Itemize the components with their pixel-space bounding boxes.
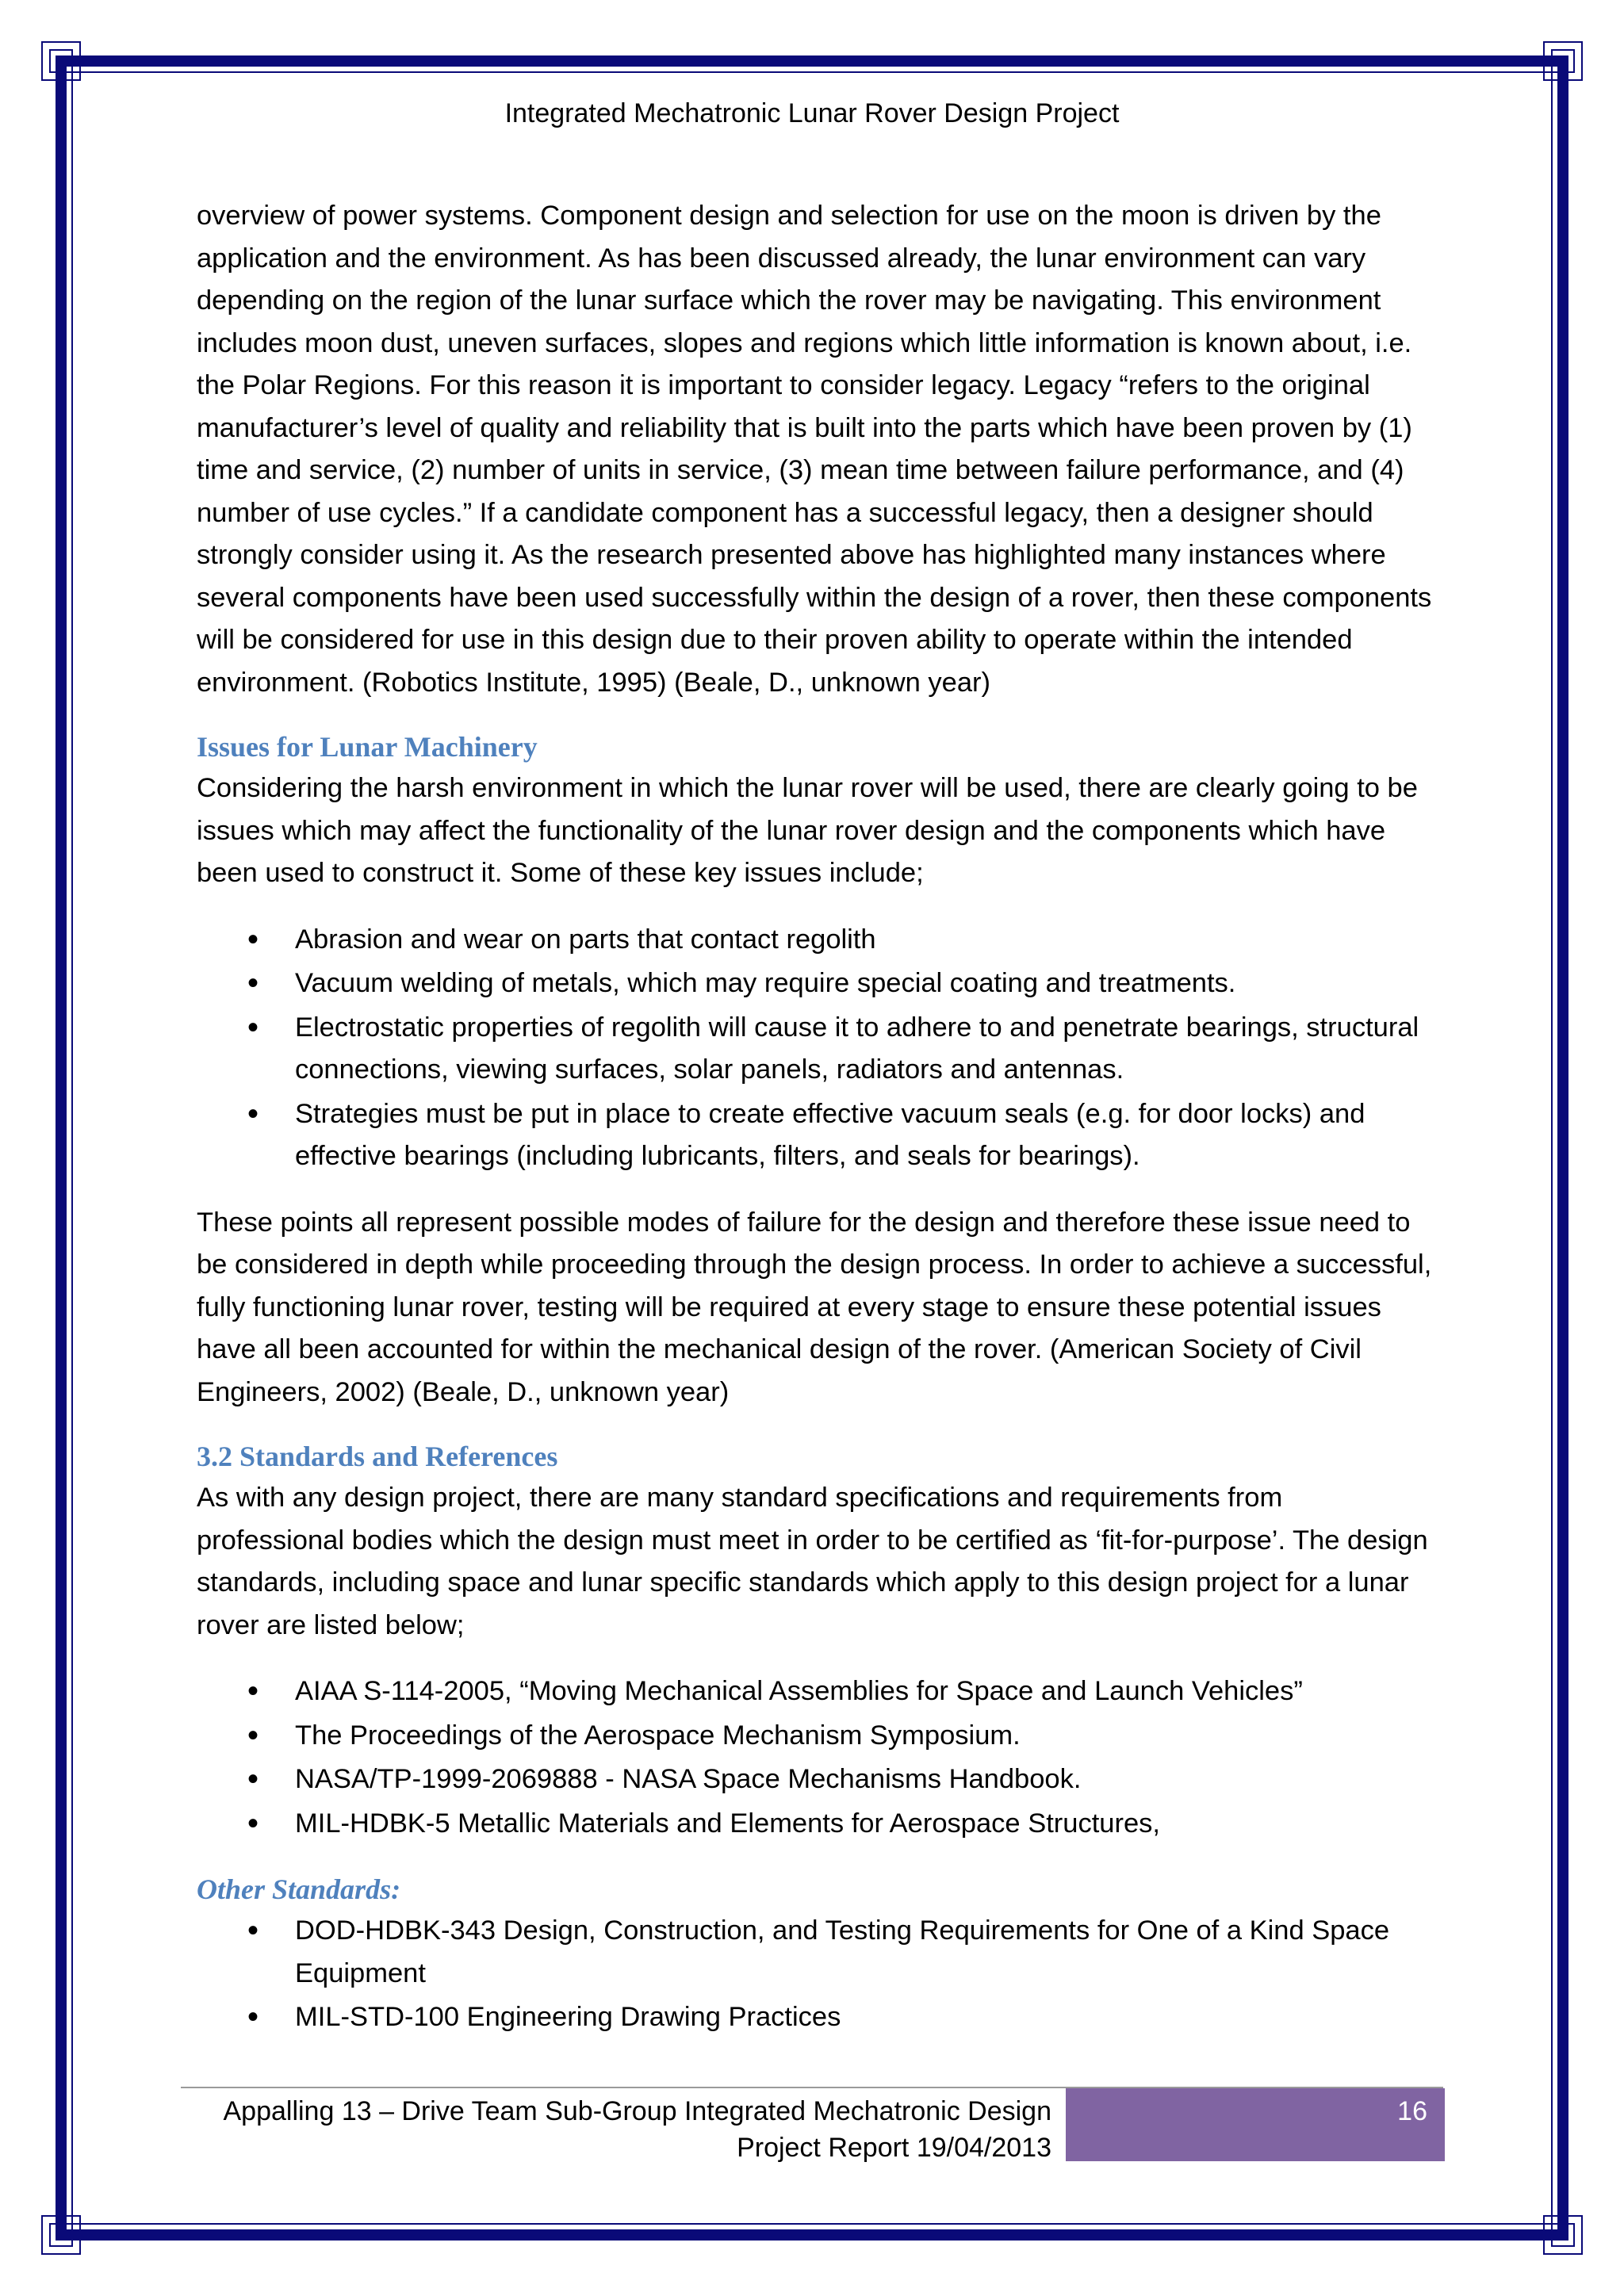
issues-intro-paragraph: Considering the harsh environment in which the lunar rover will be used, there are clearly going to be issues which may affect the functionality of the lunar rover design and the components which have been used to construct it. Some of these key issues include;	[197, 773, 1418, 888]
border-corner-ornament	[49, 2223, 73, 2247]
standards-intro-paragraph: As with any design project, there are many standard specifications and requirements from professional bodies which the design must meet in order to be certified as ‘fit-for-purpose’. The design standards, including space and lunar specific standards which apply to this design project for a lunar rover are listed below;	[197, 1483, 1428, 1640]
page-header: Integrated Mechatronic Lunar Rover Design Project	[504, 98, 1120, 128]
list-item: • AIAA S-114-2005, “Moving Mechanical Assemblies for Space and Launch Vehicles”	[197, 1670, 1434, 1713]
issues-bullet-list	[197, 919, 1434, 1178]
list-item: • Electrostatic properties of regolith will cause it to adhere to and penetrate bearings, structural connections, viewing surfaces, solar panels, radiators and antennas.	[197, 1007, 1434, 1092]
footer-line-2: Project Report 19/04/2013	[737, 2133, 1051, 2163]
list-item: • MIL-STD-100 Engineering Drawing Practices	[197, 1996, 1434, 2039]
intro-paragraph: overview of power systems. Component design and selection for use on the moon is driven by the application and the environment. As has been discussed already, the lunar environment can vary depending on the region of the lunar surface which the rover may be navigating. This environment includes moon dust, uneven surfaces, slopes and regions which little information is known about, i.e. the Polar Regions. For this reason it is important to consider legacy. Legacy “refers to the original manufacturer’s level of quality and reliability that is built into the parts which have been proven by (1) time and service, (2) number of units in service, (3) mean time between failure performance, and (4) number of use cycles.” If a candidate component has a successful legacy, then a designer should strongly consider using it. As the research presented above has highlighted many instances where several components have been used successfully within the design of a rover, then these components will be considered for use in this design due to their proven ability to operate within the intended environment. (Robotics Institute, 1995) (Beale, D., unknown year)	[197, 201, 1432, 698]
border-corner-ornament	[49, 49, 73, 73]
page-number-box	[1066, 2088, 1445, 2161]
standards-bullet-list	[197, 1670, 1434, 1845]
document-body	[197, 195, 1434, 2063]
other-standards-bullet-list	[197, 1910, 1434, 2039]
page-number: 16	[1397, 2096, 1427, 2126]
list-item: • DOD-HDBK-343 Design, Construction, and Testing Requirements for One of a Kind Space Equipment	[197, 1910, 1434, 1995]
page-footer	[181, 2087, 1443, 2161]
list-item: • Strategies must be put in place to create effective vacuum seals (e.g. for door locks) and effective bearings (including lubricants, filters, and seals for bearings).	[197, 1093, 1434, 1178]
section-heading-issues: Issues for Lunar Machinery	[197, 731, 538, 763]
list-item: • The Proceedings of the Aerospace Mechanism Symposium.	[197, 1715, 1434, 1758]
list-item: • Vacuum welding of metals, which may require special coating and treatments.	[197, 962, 1434, 1005]
list-item: • NASA/TP-1999-2069888 - NASA Space Mechanisms Handbook.	[197, 1758, 1434, 1801]
list-item: • MIL-HDBK-5 Metallic Materials and Elements for Aerospace Structures,	[197, 1803, 1434, 1846]
footer-text	[181, 2093, 1051, 2166]
issues-closing-paragraph: These points all represent possible modes of failure for the design and therefore these issue need to be considered in depth while proceeding through the design process. In order to achieve a successful, fully functioning lunar rover, testing will be required at every stage to ensure these potential issues have all been accounted for within the mechanical design of the rover. (American Society of Civil Engineers, 2002) (Beale, D., unknown year)	[197, 1207, 1432, 1407]
section-heading-standards: 3.2 Standards and References	[197, 1441, 558, 1472]
list-item: • Abrasion and wear on parts that contact regolith	[197, 919, 1434, 962]
border-corner-ornament	[1551, 2223, 1575, 2247]
border-corner-ornament	[1551, 49, 1575, 73]
section-heading-other-standards: Other Standards:	[197, 1873, 401, 1905]
footer-line-1: Appalling 13 – Drive Team Sub-Group Integrated Mechatronic Design	[223, 2096, 1051, 2126]
